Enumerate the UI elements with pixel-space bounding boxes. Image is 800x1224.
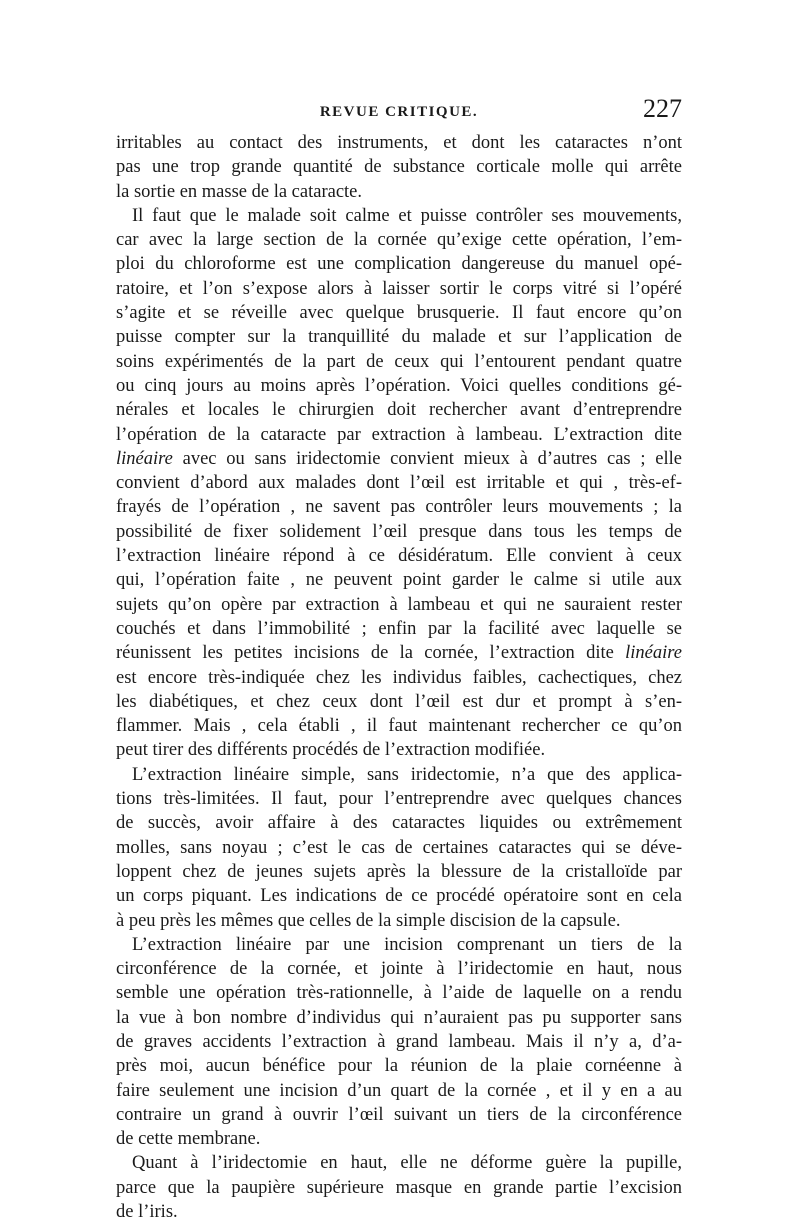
- text-line: l’opération de la cataracte par extraction à lambeau. L’extraction dite: [116, 424, 682, 445]
- text-line: de cette membrane.: [116, 1129, 261, 1150]
- text-line: frayés de l’opération , ne savent pas contrôler leurs mouvements ; la: [116, 497, 682, 518]
- text-line: car avec la large section de la cornée qu’exige cette opération, l’em-: [116, 230, 682, 251]
- text-line: couchés et dans l’immobilité ; enfin par la facilité avec laquelle se: [116, 618, 682, 639]
- paragraph-start-line: Il faut que le malade soit calme et puisse contrôler ses mouvements,: [132, 205, 682, 226]
- text-line: convient d’abord aux malades dont l’œil est irritable et qui , très-ef-: [116, 473, 682, 494]
- text-line: sujets qu’on opère par extraction à lambeau et qui ne sauraient rester: [116, 594, 682, 615]
- text-line: de graves accidents l’extraction à grand lambeau. Mais il n’y a, d’a-: [116, 1031, 682, 1052]
- text-line: circonférence de la cornée, et jointe à l’iridectomie en haut, nous: [116, 959, 682, 980]
- text-line: est encore très-indiquée chez les individus faibles, cachectiques, chez: [116, 667, 682, 688]
- text-line: semble une opération très-rationnelle, à l’aide de laquelle on a rendu: [116, 983, 682, 1004]
- text-line: parce que la paupière supérieure masque en grande partie l’excision: [116, 1177, 682, 1198]
- running-head: REVUE CRITIQUE.: [319, 104, 479, 120]
- text-line: ou cinq jours au moins après l’opération. Voici quelles conditions gé-: [116, 375, 682, 396]
- text-line: près moi, aucun bénéfice pour la réunion de la plaie cornéenne à: [116, 1056, 682, 1077]
- text-line: la sortie en masse de la cataracte.: [116, 181, 363, 202]
- text-line: possibilité de fixer solidement l’œil presque dans tous les temps de: [116, 521, 682, 542]
- paragraph-start-line: L’extraction linéaire par une incision comprenant un tiers de la: [132, 934, 682, 955]
- text-line: faire seulement une incision d’un quart de la cornée , et il y en a au: [116, 1080, 682, 1101]
- text-line: ratoire, et l’on s’expose alors à laisser sortir le corps vitré si l’opéré: [116, 278, 682, 299]
- text-line: l’extraction linéaire répond à ce désidératum. Elle convient à ceux: [116, 546, 682, 567]
- text-line: tions très-limitées. Il faut, pour l’entreprendre avec quelques chances: [116, 789, 682, 810]
- text-line: les diabétiques, et chez ceux dont l’œil est dur et prompt à s’en-: [116, 691, 682, 712]
- text-line: ploi du chloroforme est une complication dangereuse du manuel opé-: [116, 254, 682, 275]
- text-line: un corps piquant. Les indications de ce procédé opératoire sont en cela: [116, 886, 682, 907]
- text-line: contraire un grand à ouvrir l’œil suivant un tiers de la circonférence: [116, 1104, 682, 1125]
- text-line: de succès, avoir affaire à des cataractes liquides ou extrêmement: [116, 813, 682, 834]
- page-header: [116, 94, 682, 128]
- text-line: molles, sans noyau ; c’est le cas de certaines cataractes qui se déve-: [116, 837, 682, 858]
- text-line: linéaire avec ou sans iridectomie convient mieux à d’autres cas ; elle: [116, 448, 682, 469]
- text-line: loppent chez de jeunes sujets après la blessure de la cristalloïde par: [116, 861, 682, 882]
- text-line: puisse compter sur la tranquillité du malade et sur l’application de: [116, 327, 682, 348]
- text-line: qui, l’opération faite , ne peuvent point garder le calme si utile aux: [116, 570, 682, 591]
- text-line: flammer. Mais , cela établi , il faut maintenant rechercher ce qu’on: [116, 716, 682, 737]
- paragraph-start-line: L’extraction linéaire simple, sans iridectomie, n’a que des applica-: [132, 764, 682, 785]
- italic-term: linéaire: [625, 643, 682, 664]
- text-line: la vue à bon nombre d’individus qui n’auraient pas pu supporter sans: [116, 1007, 682, 1028]
- italic-term: linéaire: [116, 448, 173, 469]
- text-line: à peu près les mêmes que celles de la simple discision de la capsule.: [116, 910, 621, 931]
- paragraph-start-line: Quant à l’iridectomie en haut, elle ne déforme guère la pupille,: [132, 1153, 682, 1174]
- page-number: 227: [643, 94, 682, 123]
- text-line: de l’iris.: [116, 1202, 178, 1223]
- text-line: soins expérimentés de la part de ceux qui l’entourent pendant quatre: [116, 351, 682, 372]
- text-line: nérales et locales le chirurgien doit rechercher avant d’entreprendre: [116, 400, 682, 421]
- body-text: [116, 131, 682, 1224]
- text-line: pas une trop grande quantité de substance corticale molle qui arrête: [116, 157, 682, 178]
- text-line: s’agite et se réveille avec quelque brusquerie. Il faut encore qu’on: [116, 303, 682, 324]
- text-line: réunissent les petites incisions de la cornée, l’extraction dite linéaire: [116, 643, 682, 664]
- text-line: irritables au contact des instruments, et dont les cataractes n’ont: [116, 133, 682, 153]
- text-line: peut tirer des différents procédés de l’extraction modifiée.: [116, 740, 546, 761]
